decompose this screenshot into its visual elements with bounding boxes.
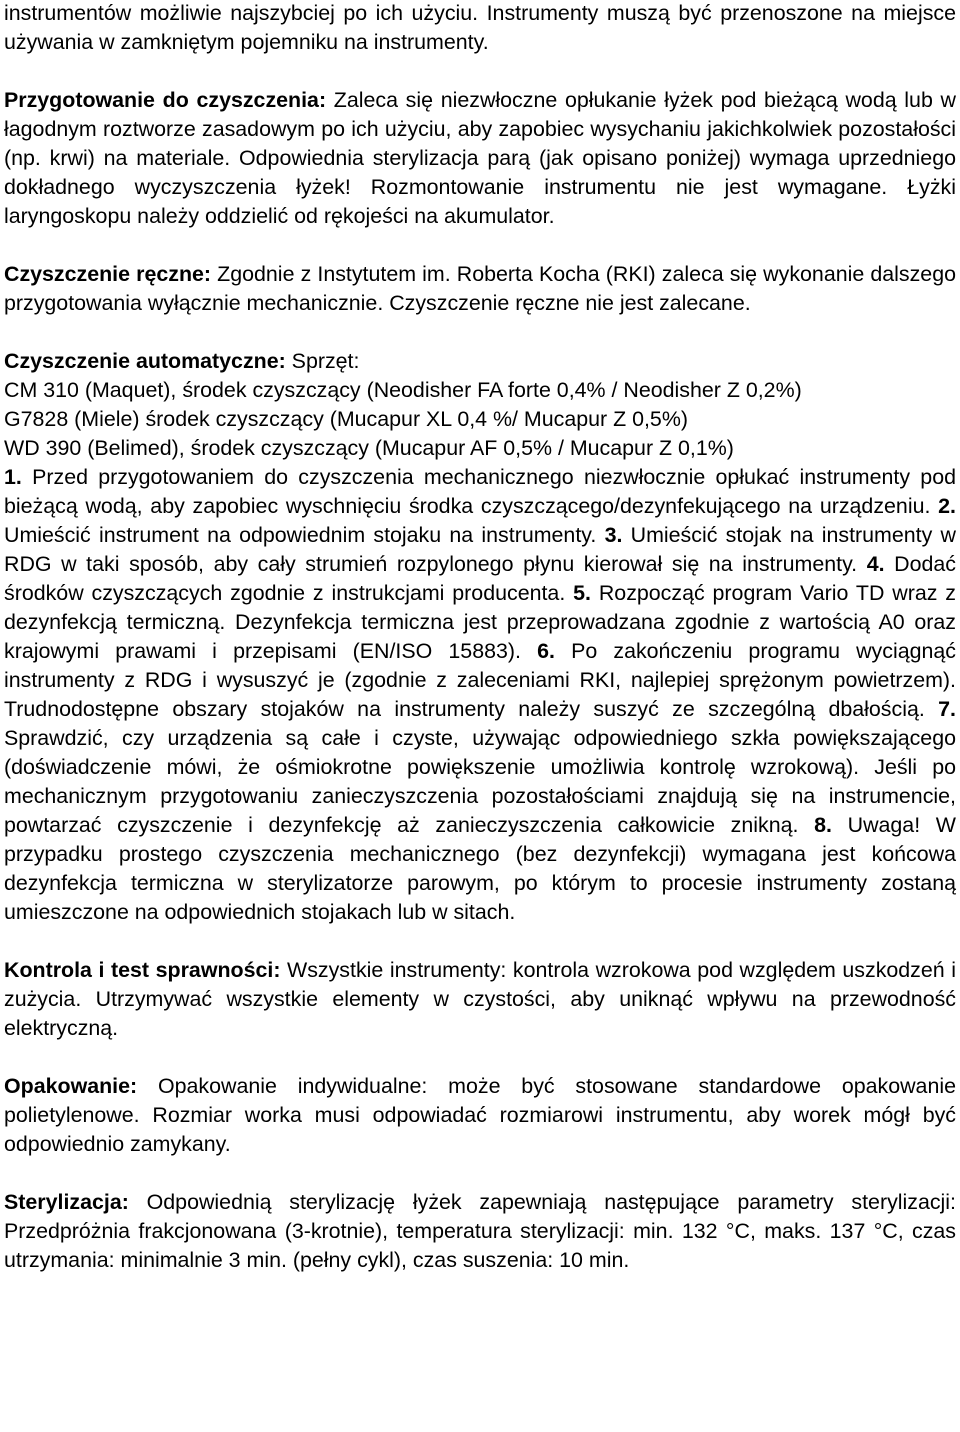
packaging-paragraph xyxy=(4,1072,956,1159)
step-text-5: Rozpocząć program Vario TD wraz z dezynfekcją termiczną. Dezynfekcja termiczna jest przeprowadzana zgodnie z wartością A0 oraz krajowymi prawami i przepisami (EN/ISO 15883). xyxy=(4,581,956,663)
manual-cleaning-text: Zgodnie z Instytutem im. Roberta Kocha (RKI) zaleca się wykonanie dalszego przygotowania wyłącznie mechanicznie. Czyszczenie ręczne nie jest zalecane. xyxy=(4,262,956,315)
step-number-3: 3. xyxy=(604,523,623,547)
intro-text: instrumentów możliwie najszybciej po ich użyciu. Instrumenty muszą być przenoszone na miejsce używania w zamkniętym pojemniku na instrumenty. xyxy=(4,1,956,54)
step-text-8: Uwaga! W przypadku prostego czyszczenia mechanicznego (bez dezynfekcji) wymagana jest końcowa dezynfekcja termiczna w sterylizatorze parowym, po którym to procesie instrumenty zostaną umieszczone na odpowiednich stojakach lub w sitach. xyxy=(4,813,956,924)
inspection-paragraph xyxy=(4,956,956,1043)
automatic-cleaning-intro xyxy=(4,347,956,376)
manual-cleaning-paragraph xyxy=(4,260,956,318)
step-number-1: 1. xyxy=(4,465,22,489)
paragraph-gap xyxy=(4,927,956,956)
step-number-2: 2. xyxy=(938,494,956,518)
automatic-cleaning-intro-text: Sprzęt: xyxy=(285,349,360,373)
equipment-line-1: CM 310 (Maquet), środek czyszczący (Neodisher FA forte 0,4% / Neodisher Z 0,2%) xyxy=(4,378,802,402)
inspection-heading: Kontrola i test sprawności: xyxy=(4,958,281,982)
step-number-6: 6. xyxy=(537,639,555,663)
step-text-4: Dodać środków czyszczących zgodnie z instrukcjami producenta. xyxy=(4,552,956,605)
step-number-4: 4. xyxy=(866,552,885,576)
step-number-5: 5. xyxy=(573,581,591,605)
inspection-text: Wszystkie instrumenty: kontrola wzrokowa pod względem uszkodzeń i zużycia. Utrzymywać wszystkie elementy w czystości, aby uniknąć wpływu na przewodność elektryczną. xyxy=(4,958,956,1040)
step-text-7: Sprawdzić, czy urządzenia są całe i czyste, używając odpowiedniego szkła powiększającego (doświadczenie mówi, że ośmiokrotne powiększenie umożliwia kontrolę wzrokową). Jeśli po mechanicznym przygotowaniu zanieczyszczenia pozostałościami znajdują się na instrumencie, powtarzać czyszczenie i dezynfekcję aż zanieczyszczenia całkowicie znikną. xyxy=(4,726,956,837)
step-number-7: 7. xyxy=(938,697,956,721)
intro-paragraph xyxy=(4,0,956,57)
paragraph-gap xyxy=(4,231,956,260)
step-text-6: Po zakończeniu programu wyciągnąć instrumenty z RDG i wysuszyć je (zgodnie z zaleceniami RKI, najlepiej sprężonym powietrzem). Trudnodostępne obszary stojaków na instrumenty należy suszyć ze szczególną dbałością. xyxy=(4,639,956,721)
paragraph-gap xyxy=(4,1043,956,1072)
automatic-cleaning-steps xyxy=(4,463,956,927)
sterilization-heading: Sterylizacja: xyxy=(4,1190,129,1214)
preparation-paragraph xyxy=(4,86,956,231)
manual-cleaning-heading: Czyszczenie ręczne: xyxy=(4,262,212,286)
step-text-2: Umieścić instrument na odpowiednim stojaku na instrumenty. xyxy=(4,523,605,547)
sterilization-text: Odpowiednią sterylizację łyżek zapewniają następujące parametry sterylizacji: Przedpróżnia frakcjonowana (3-krotnie), temperatura sterylizacji: min. 132 °C, maks. 137 °C, czas utrzymania: minimalnie 3 min. (pełny cykl), czas suszenia: 10 min. xyxy=(4,1190,956,1272)
sterilization-paragraph xyxy=(4,1188,956,1275)
packaging-text: Opakowanie indywidualne: może być stosowane standardowe opakowanie polietylenowe. Rozmiar worka musi odpowiadać rozmiarowi instrumentu, aby worek mógł być odpowiednio zamykany. xyxy=(4,1074,956,1156)
automatic-cleaning-heading: Czyszczenie automatyczne: xyxy=(4,349,286,373)
paragraph-gap xyxy=(4,318,956,347)
step-text-3: Umieścić stojak na instrumenty w RDG w taki sposób, aby cały strumień rozpylonego płynu kierował się na instrumenty. xyxy=(4,523,956,576)
preparation-heading: Przygotowanie do czyszczenia: xyxy=(4,88,327,112)
paragraph-gap xyxy=(4,57,956,86)
equipment-line-3: WD 390 (Belimed), środek czyszczący (Mucapur AF 0,5% / Mucapur Z 0,1%) xyxy=(4,436,734,460)
step-number-8: 8. xyxy=(814,813,832,837)
step-text-1: Przed przygotowaniem do czyszczenia mechanicznego niezwłocznie opłukać instrumenty pod bieżącą wodą, aby zapobiec wyschnięciu środka czyszczącego/dezynfekującego na urządzeniu. xyxy=(4,465,956,518)
preparation-text: Zaleca się niezwłoczne opłukanie łyżek pod bieżącą wodą lub w łagodnym roztworze zasadowym po ich użyciu, aby zapobiec wysychaniu jakichkolwiek pozostałości (np. krwi) na materiale. Odpowiednia sterylizacja parą (jak opisano poniżej) wymaga uprzedniego dokładnego wyczyszczenia łyżek! Rozmontowanie instrumentu nie jest wymagane. Łyżki laryngoskopu należy oddzielić od rękojeści na akumulator. xyxy=(4,88,957,228)
paragraph-gap xyxy=(4,1159,956,1188)
packaging-heading: Opakowanie: xyxy=(4,1074,138,1098)
equipment-line-2: G7828 (Miele) środek czyszczący (Mucapur XL 0,4 %/ Mucapur Z 0,5%) xyxy=(4,407,688,431)
